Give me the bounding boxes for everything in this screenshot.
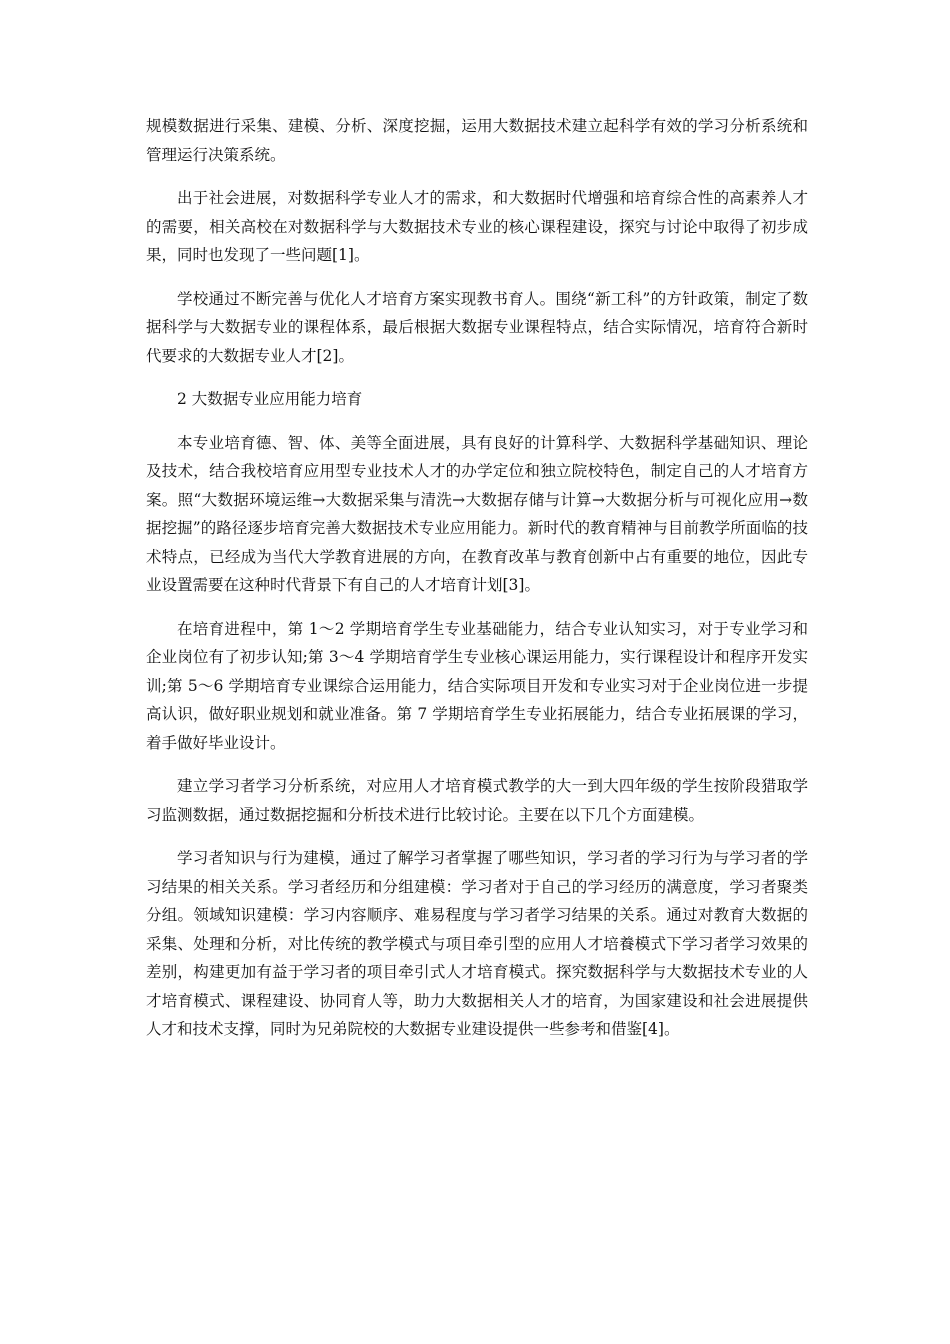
- paragraph-learner-modeling: 学习者知识与行为建模，通过了解学习者掌握了哪些知识，学习者的学习行为与学习者的学习结果的相关关系。学习者经历和分组建模：学习者对于自己的学习经历的满意度，学习者聚类分组。领域知识建模：学习内容顺序、难易程度与学习者学习结果的关系。通过对教育大数据的采集、处理和分析，对比传统的教学模式与项目牵引型的应用人才培養模式下学习者学习效果的差别，构建更加有益于学习者的项目牵引式人才培育模式。探究数据科学与大数据技术专业的人才培育模式、课程建设、协同育人等，助力大数据相关人才的培育，为国家建设和社会进展提供人才和技术支撑，同时为兄弟院校的大数据专业建设提供一些参考和借鉴[4]。: [146, 849, 808, 1038]
- document-body: [146, 112, 808, 1059]
- paragraph-major-goals: 本专业培育德、智、体、美等全面进展，具有良好的计算科学、大数据科学基础知识、理论及技术，结合我校培育应用型专业技术人才的办学定位和独立院校特色，制定自己的人才培育方案。照“大数据环境运维→大数据采集与清洗→大数据存储与计算→大数据分析与可视化应用→数据挖掘”的路径逐步培育完善大数据技术专业应用能力。新时代的教育精神与目前教学所面临的技术特点，已经成为当代大学教育进展的方向，在教育改革与教育创新中占有重要的地位，因此专业设置需要在这种时代背景下有自己的人才培育计划[3]。: [146, 433, 808, 594]
- paragraph-social-demand: 出于社会进展，对数据科学专业人才的需求，和大数据时代增强和培育综合性的高素养人才的需要，相关高校在对数据科学与大数据技术专业的核心课程建设，探究与讨论中取得了初步成果，同时也发现了一些问题[1]。: [146, 189, 808, 264]
- section-heading: 2 大数据专业应用能力培育: [177, 390, 363, 408]
- paragraph-training-plan: 学校通过不断完善与优化人才培育方案实现教书育人。围绕“新工科”的方针政策，制定了数据科学与大数据专业的课程体系，最后根据大数据专业课程特点，结合实际情况，培育符合新时代要求的大数据专业人才[2]。: [146, 289, 808, 365]
- paragraph-semester-process: 在培育进程中，第 1～2 学期培育学生专业基础能力，结合专业认知实习，对于专业学习和企业岗位有了初步认知;第 3～4 学期培育学生专业核心课运用能力，实行课程设计和程序开发实训;第 5～6 学期培育专业课综合运用能力，结合实际项目开发和专业实习对于企业岗位进一步提高认识，做好职业规划和就业准备。第 7 学期培育学生专业拓展能力，结合专业拓展课的学习，着手做好毕业设计。: [146, 619, 808, 752]
- paragraph-analysis-system: 建立学习者学习分析系统，对应用人才培育模式教学的大一到大四年级的学生按阶段猎取学习监测数据，通过数据挖掘和分析技术进行比较讨论。主要在以下几个方面建模。: [146, 777, 808, 824]
- paragraph-continuation: 规模数据进行采集、建模、分析、深度挖掘，运用大数据技术建立起科学有效的学习分析系统和管理运行决策系统。: [146, 117, 808, 164]
